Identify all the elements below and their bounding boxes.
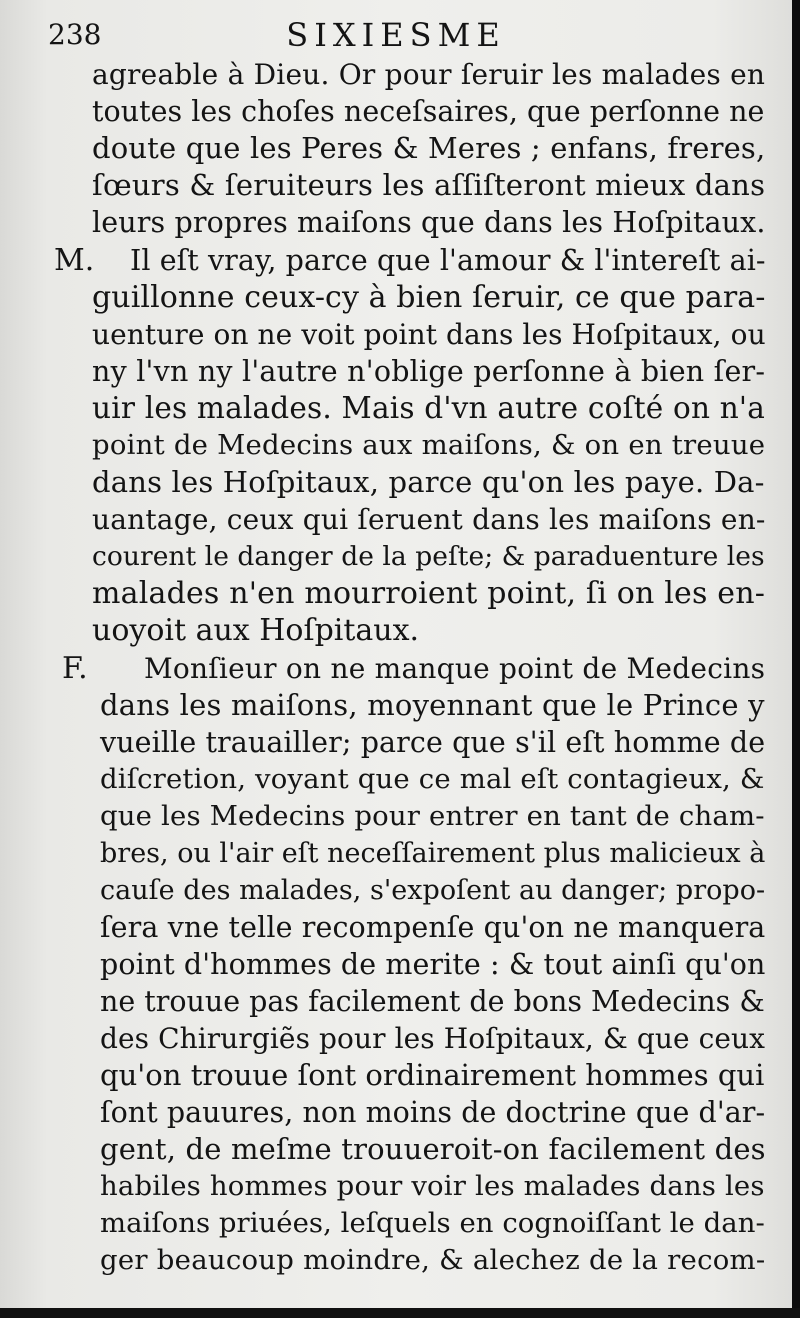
text-line: malades n'en mourroient point, ſi on les en-: [92, 576, 766, 611]
text-line: maiſons priuées, leſquels en cognoiſſant le dan-: [100, 1207, 765, 1239]
text-line: ſœurs & ſeruiteurs les aſſiſteront mieux dans: [92, 168, 766, 202]
text-line: uantage, ceux qui ſeruent dans les maiſons en-: [92, 503, 766, 536]
text-line: dans les Hoſpitaux, parce qu'on les paye. Da-: [92, 465, 765, 499]
speaker-label-f: F.: [62, 651, 88, 686]
text-line: doute que les Peres & Meres ; enfans, freres,: [92, 131, 766, 165]
text-line: Il eſt vray, parce que l'amour & l'intereſt ai-: [130, 244, 766, 277]
text-line: gent, de meſme trouueroit-on facilement des: [100, 1132, 766, 1166]
text-line: agreable à Dieu. Or pour ſeruir les malades en: [92, 58, 766, 91]
text-line: point d'hommes de merite : & tout ainſi qu'on: [100, 948, 766, 981]
text-line: uir les malades. Mais d'vn autre coſté on n'a: [92, 391, 766, 425]
speaker-label-m: M.: [54, 243, 95, 278]
text-line: ger beaucoup moindre, & alechez de la recom-: [100, 1244, 766, 1276]
page-bottom-shadow: [0, 1308, 800, 1318]
text-line: dans les maiſons, moyennant que le Prince y: [100, 688, 765, 722]
text-line: courent le danger de la peſte; & paraduenture les: [92, 541, 765, 572]
page-number: 238: [48, 18, 102, 51]
text-line: vueille trauailler; parce que s'il eſt homme de: [100, 726, 766, 759]
text-line: Monſieur on ne manque point de Medecins: [144, 652, 766, 685]
text-line: ſera vne telle recompenſe qu'on ne manquera: [100, 911, 766, 944]
text-line: ſont pauures, non moins de doctrine que d'ar-: [100, 1096, 766, 1129]
text-line: ne trouue pas facilement de bons Medecins &: [100, 985, 765, 1018]
text-line: toutes les choſes neceſsaires, que perſonne ne: [92, 95, 765, 128]
text-line: diſcretion, voyant que ce mal eſt contagieux, &: [100, 763, 765, 795]
text-line: ny l'vn ny l'autre n'oblige perſonne à bien ſer-: [92, 355, 766, 388]
text-line: uenture on ne voit point dans les Hoſpitaux, ou: [92, 318, 766, 351]
text-line: uoyoit aux Hoſpitaux.: [92, 613, 420, 648]
text-line: point de Medecins aux maiſons, & on en treuue: [92, 429, 766, 461]
show-through-text: [40, 90, 47, 115]
text-line: des Chirurgiẽs pour les Hoſpitaux, & que ceux: [100, 1022, 766, 1055]
text-line: leurs propres maiſons que dans les Hoſpitaux.: [92, 206, 766, 239]
text-line: qu'on trouue ſont ordinairement hommes qui: [100, 1058, 765, 1092]
text-line: bres, ou l'air eſt neceſſairement plus malicieux à: [100, 838, 766, 869]
text-line: guillonne ceux-cy à bien ſeruir, ce que para-: [92, 280, 766, 315]
text-line: habiles hommes pour voir les malades dans les: [100, 1170, 765, 1202]
text-line: cauſe des malades, s'expoſent au danger; propo-: [100, 875, 766, 906]
running-title: SIXIESME: [286, 16, 506, 54]
page-header: [0, 14, 792, 58]
page-edge-shadow: [792, 0, 800, 1318]
text-line: que les Medecins pour entrer en tant de cham-: [100, 800, 765, 832]
